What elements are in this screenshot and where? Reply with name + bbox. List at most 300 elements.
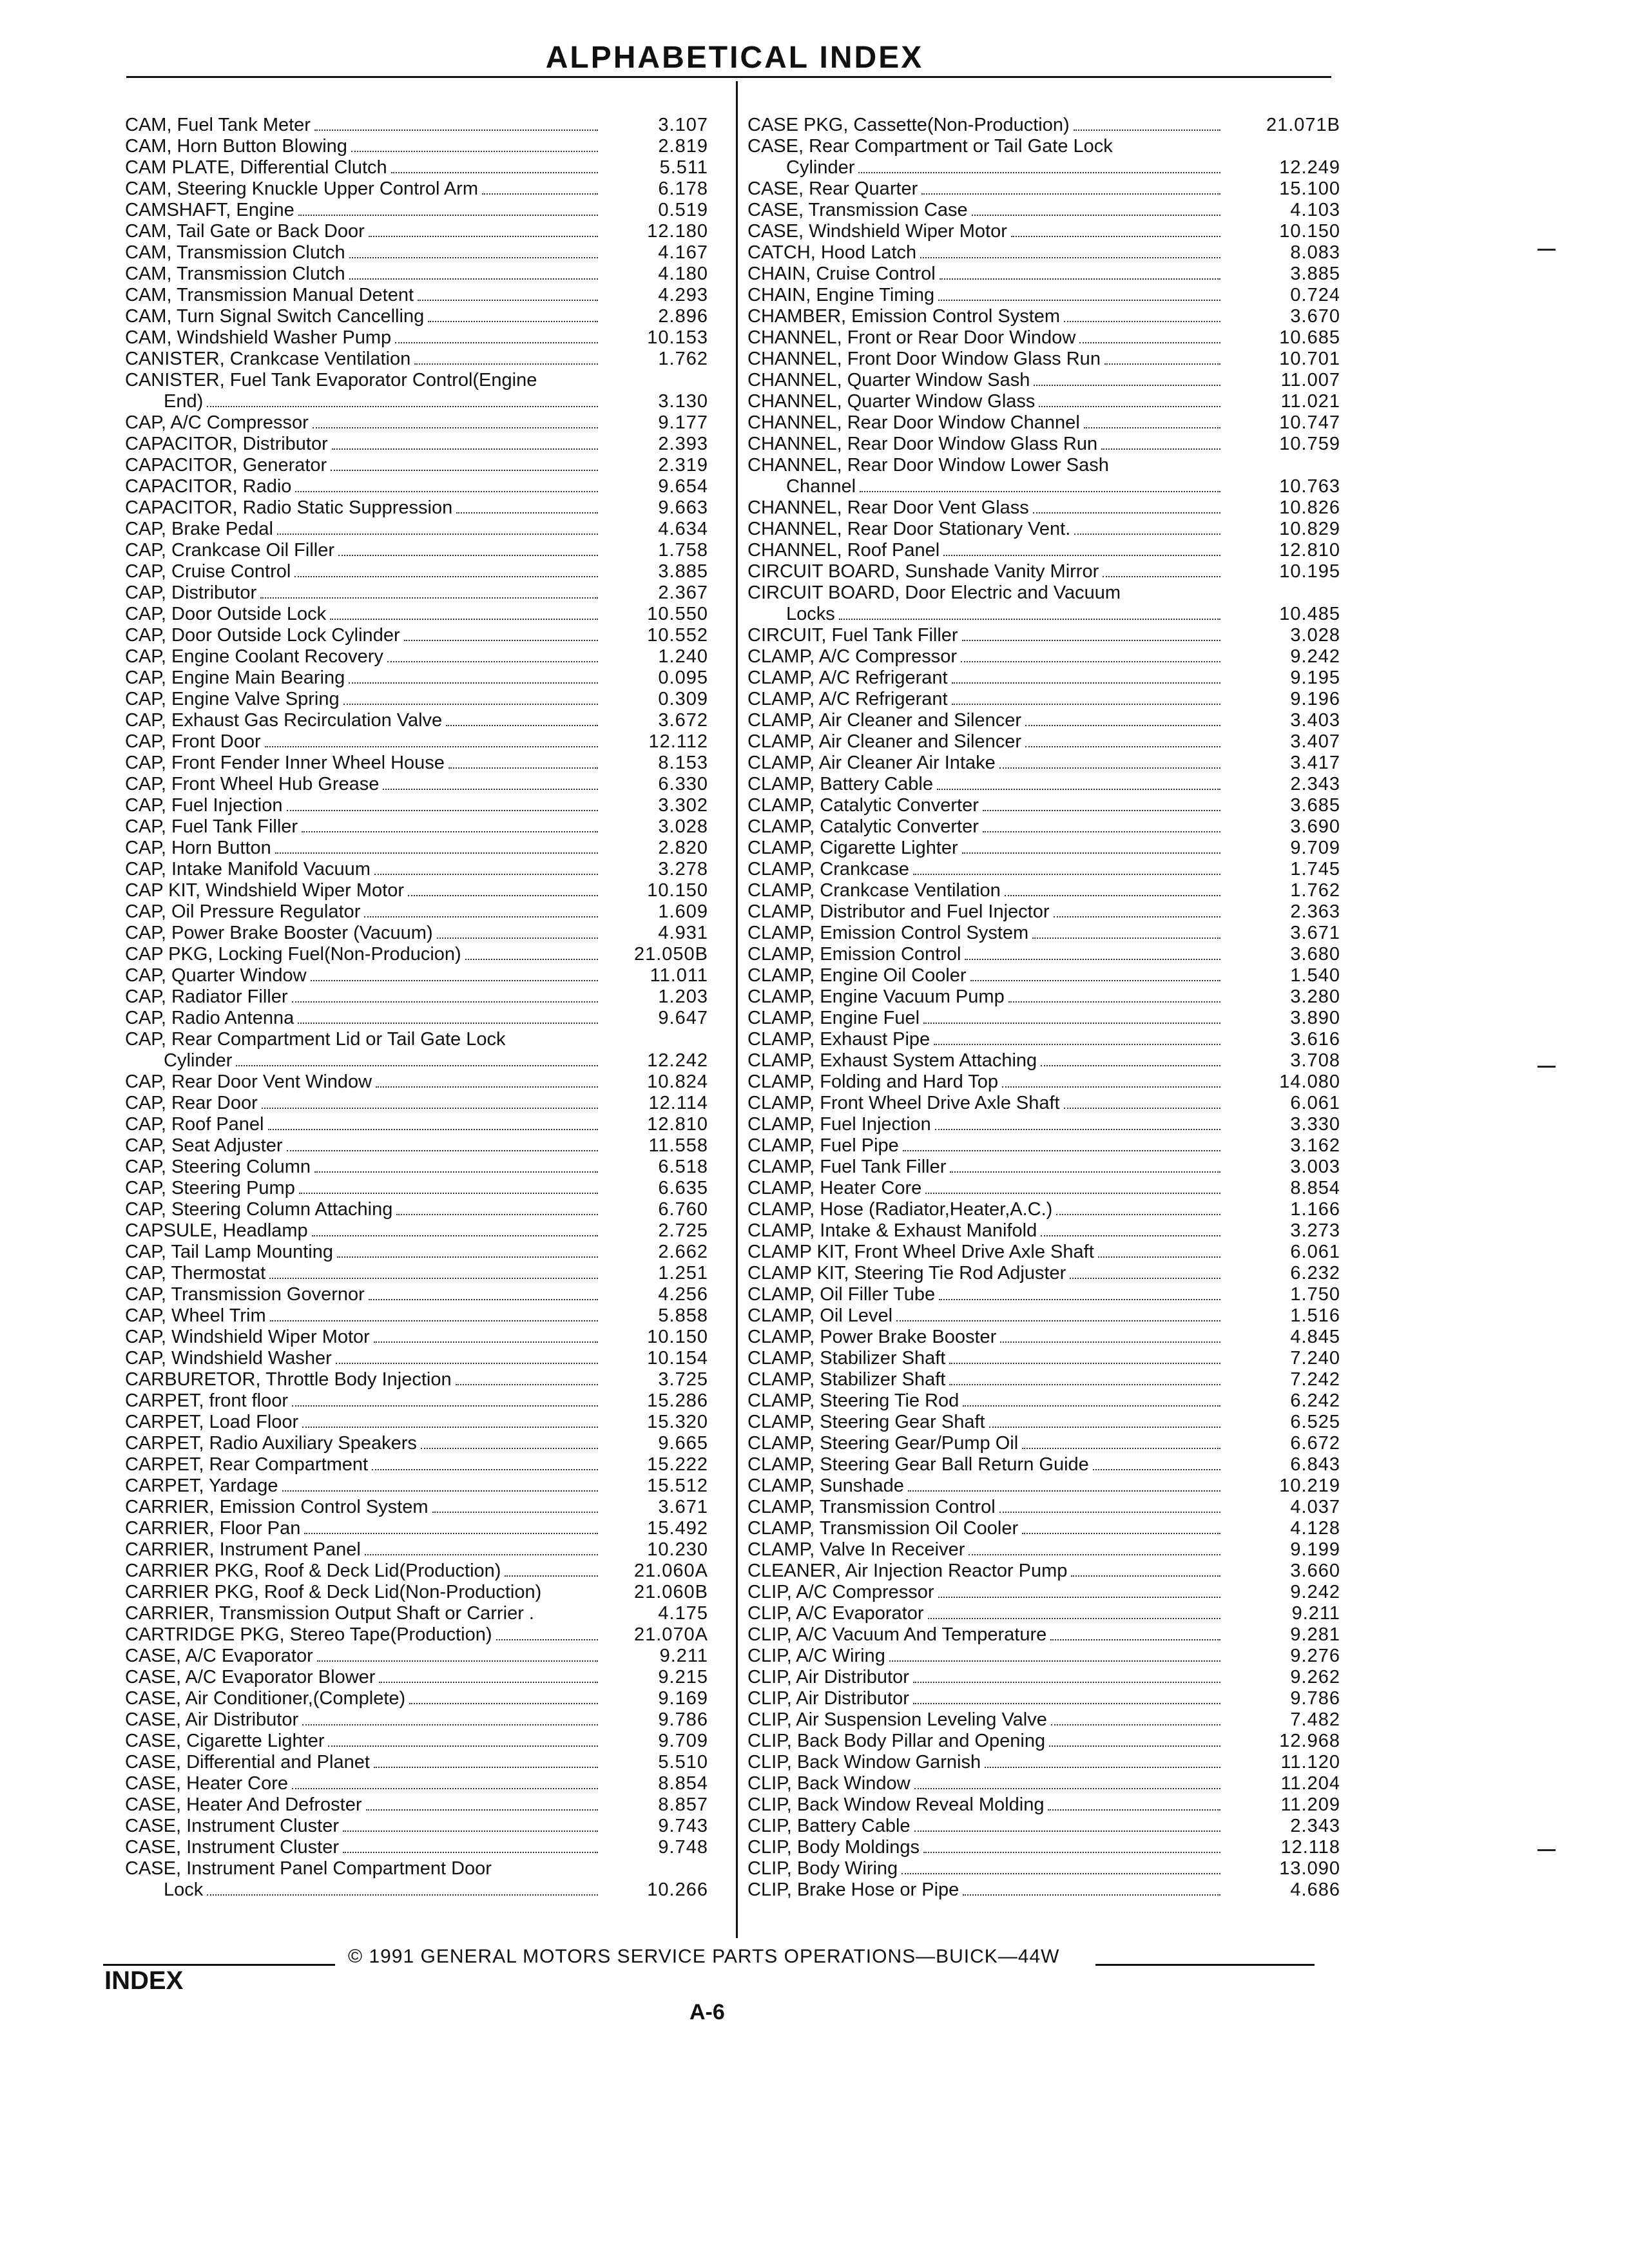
entry-label: CLEANER, Air Injection Reactor Pump — [747, 1561, 1068, 1581]
index-entry — [125, 1624, 708, 1646]
leader-dots — [317, 1646, 598, 1662]
leader-dots — [1022, 1518, 1220, 1534]
entry-label: CLAMP, Catalytic Converter — [747, 795, 979, 816]
leader-dots — [337, 1242, 598, 1258]
entry-page-ref: 3.417 — [1290, 753, 1340, 773]
entry-label: CLAMP, Battery Cable — [747, 774, 933, 794]
leader-dots — [989, 1412, 1220, 1428]
leader-dots — [1049, 1731, 1220, 1747]
leader-dots — [207, 391, 598, 407]
entry-page-ref: 2.819 — [658, 136, 708, 157]
leader-dots — [387, 646, 598, 662]
entry-label: CHANNEL, Rear Door Window Channel — [747, 412, 1080, 433]
entry-page-ref: 10.826 — [1279, 497, 1340, 518]
leader-dots — [372, 1454, 598, 1470]
index-entry — [747, 497, 1340, 519]
footer-rule-left — [103, 1964, 335, 1966]
entry-label: CLAMP, Intake & Exhaust Manifold — [747, 1220, 1037, 1241]
entry-page-ref: 4.128 — [1290, 1518, 1340, 1539]
leader-dots — [338, 540, 598, 556]
index-entry — [125, 1709, 708, 1731]
entry-page-ref: 6.843 — [1290, 1454, 1340, 1475]
index-entry — [125, 668, 708, 689]
entry-label: CAP, Windshield Washer — [125, 1348, 332, 1369]
entry-page-ref: 3.885 — [658, 561, 708, 582]
entry-page-ref: 1.762 — [1290, 880, 1340, 901]
footer-copyright: © 1991 GENERAL MOTORS SERVICE PARTS OPERATIONS—BUICK—44W — [348, 1946, 1060, 1967]
entry-page-ref: 10.763 — [1279, 476, 1340, 497]
entry-label: CAP, Wheel Trim — [125, 1305, 266, 1326]
entry-page-ref: 0.724 — [1290, 285, 1340, 305]
entry-label: CLAMP, Engine Fuel — [747, 1008, 920, 1028]
entry-label: CLAMP, Transmission Control — [747, 1497, 996, 1517]
entry-page-ref: 4.634 — [658, 519, 708, 539]
entry-page-ref: 1.166 — [1290, 1199, 1340, 1220]
leader-dots — [934, 1029, 1220, 1045]
entry-label: CARRIER PKG, Roof & Deck Lid(Production) — [125, 1561, 501, 1581]
entry-page-ref: 10.219 — [1279, 1475, 1340, 1496]
entry-page-ref: 2.662 — [658, 1242, 708, 1262]
entry-label: CASE, Heater And Defroster — [125, 1794, 362, 1815]
entry-page-ref: 10.685 — [1279, 327, 1340, 348]
entry-label: Locks — [786, 604, 835, 624]
leader-dots — [1011, 221, 1220, 237]
entry-label: CHAMBER, Emission Control System — [747, 306, 1061, 327]
leader-dots — [943, 540, 1220, 556]
entry-page-ref: 9.242 — [1290, 1582, 1340, 1602]
entry-label: Lock — [164, 1879, 204, 1900]
leader-dots — [1039, 391, 1220, 407]
index-entry — [125, 689, 708, 710]
entry-label: CIRCUIT BOARD, Sunshade Vanity Mirror — [747, 561, 1099, 582]
leader-dots — [275, 838, 598, 854]
entry-label: CLAMP, Emission Control — [747, 944, 961, 965]
entry-page-ref: 12.968 — [1279, 1731, 1340, 1751]
entry-page-ref: 15.492 — [647, 1518, 708, 1539]
index-entry — [747, 1497, 1340, 1518]
leader-dots — [236, 1050, 598, 1066]
index-entry — [747, 604, 1340, 625]
entry-page-ref: 10.824 — [647, 1072, 708, 1092]
leader-dots — [298, 1008, 598, 1024]
entry-label: CARPET, Rear Compartment — [125, 1454, 369, 1475]
index-entry — [125, 115, 708, 136]
index-entry — [747, 178, 1340, 200]
entry-label: CAP, Fuel Tank Filler — [125, 816, 298, 837]
leader-dots — [282, 1475, 599, 1492]
entry-page-ref: 3.680 — [1290, 944, 1340, 965]
entry-page-ref: 4.037 — [1290, 1497, 1340, 1517]
leader-dots — [312, 1220, 598, 1236]
leader-dots — [972, 200, 1220, 216]
index-entry — [747, 519, 1340, 540]
index-entry — [125, 221, 708, 242]
leader-dots — [839, 604, 1220, 620]
entry-label: CLAMP, Transmission Oil Cooler — [747, 1518, 1019, 1539]
entry-page-ref: 9.177 — [658, 412, 708, 433]
index-entry — [125, 1731, 708, 1752]
index-entry — [747, 200, 1340, 221]
entry-label: CLAMP, Steering Gear/Pump Oil — [747, 1433, 1019, 1454]
entry-page-ref: 9.211 — [659, 1646, 708, 1666]
entry-label: CASE, Air Conditioner,(Complete) — [125, 1688, 406, 1709]
entry-page-ref: 10.829 — [1279, 519, 1340, 539]
leader-dots — [446, 710, 598, 726]
entry-page-ref: 12.249 — [1279, 157, 1340, 178]
entry-label: CAM PLATE, Differential Clutch — [125, 157, 387, 178]
index-entry — [747, 1837, 1340, 1858]
index-entry — [747, 1731, 1340, 1752]
entry-page-ref: 6.672 — [1290, 1433, 1340, 1454]
index-entry — [747, 1390, 1340, 1412]
entry-page-ref: 21.071B — [1266, 115, 1340, 135]
entry-page-ref: 8.083 — [1290, 242, 1340, 263]
entry-label: CHANNEL, Quarter Window Sash — [747, 370, 1030, 390]
index-entry — [125, 1029, 708, 1050]
entry-label: CLIP, Battery Cable — [747, 1816, 911, 1836]
index-entry — [125, 1752, 708, 1773]
entry-page-ref: 9.743 — [658, 1816, 708, 1836]
index-entry — [125, 965, 708, 986]
leader-dots — [428, 306, 598, 322]
index-entry — [125, 1646, 708, 1667]
entry-label: CAP, Tail Lamp Mounting — [125, 1242, 333, 1262]
entry-page-ref: 11.007 — [1280, 370, 1340, 390]
entry-label: Cylinder — [164, 1050, 233, 1071]
leader-dots — [908, 1475, 1220, 1492]
index-entry — [747, 710, 1340, 731]
leader-dots — [260, 582, 598, 599]
entry-page-ref: 5.511 — [659, 157, 708, 178]
leader-dots — [949, 1369, 1220, 1385]
leader-dots — [952, 689, 1220, 705]
leader-dots — [207, 1879, 598, 1896]
entry-label: CAM, Transmission Manual Detent — [125, 285, 414, 305]
entry-page-ref: 3.671 — [658, 1497, 708, 1517]
index-entry — [125, 1582, 708, 1603]
leader-dots — [448, 753, 598, 769]
footer-section-label: INDEX — [104, 1966, 184, 1995]
entry-page-ref: 2.820 — [658, 838, 708, 858]
leader-dots — [939, 1284, 1220, 1300]
leader-dots — [1002, 1072, 1220, 1088]
entry-label: CLAMP, Engine Oil Cooler — [747, 965, 967, 986]
index-entry — [747, 1263, 1340, 1284]
leader-dots — [901, 1858, 1220, 1874]
leader-dots — [302, 1412, 598, 1428]
entry-label: CAP, Brake Pedal — [125, 519, 273, 539]
leader-dots — [395, 327, 598, 343]
entry-label: CLAMP, Sunshade — [747, 1475, 904, 1496]
entry-page-ref: 10.153 — [647, 327, 708, 348]
index-entry — [125, 1390, 708, 1412]
entry-page-ref: 11.120 — [1280, 1752, 1340, 1773]
entry-label: CLAMP, Oil Filler Tube — [747, 1284, 936, 1305]
index-entry — [747, 349, 1340, 370]
leader-dots — [1070, 1263, 1220, 1279]
entry-label: CLAMP, Heater Core — [747, 1178, 922, 1198]
entry-page-ref: 4.931 — [658, 923, 708, 943]
entry-label: CLIP, Back Window — [747, 1773, 911, 1794]
index-entry — [747, 1561, 1340, 1582]
entry-page-ref: 5.858 — [658, 1305, 708, 1326]
entry-page-ref: 15.320 — [647, 1412, 708, 1432]
footer-page-number: A-6 — [689, 2000, 725, 2024]
entry-label: End) — [164, 391, 204, 412]
margin-mark — [1537, 249, 1556, 251]
leader-dots — [963, 1390, 1220, 1407]
index-entry — [747, 944, 1340, 965]
leader-dots — [1079, 327, 1220, 343]
leader-dots — [962, 838, 1220, 854]
entry-label: CAP, Door Outside Lock Cylinder — [125, 625, 400, 646]
margin-mark — [1537, 1066, 1556, 1068]
index-entry — [125, 1114, 708, 1135]
leader-dots — [1064, 1093, 1220, 1109]
entry-label: CAP, Thermostat — [125, 1263, 266, 1283]
index-entry — [747, 923, 1340, 944]
index-entry — [747, 157, 1340, 178]
leader-dots — [1041, 1050, 1220, 1066]
entry-label: CLIP, A/C Compressor — [747, 1582, 934, 1602]
leader-dots — [961, 646, 1220, 662]
index-entry — [747, 668, 1340, 689]
index-entry — [125, 1837, 708, 1858]
index-entry — [125, 1603, 708, 1624]
entry-page-ref: 4.686 — [1290, 1879, 1340, 1900]
entry-label: CAP, Radiator Filler — [125, 986, 288, 1007]
entry-label: CLAMP, Air Cleaner and Silencer — [747, 731, 1022, 752]
leader-dots — [366, 1794, 599, 1811]
leader-dots — [860, 476, 1220, 492]
entry-page-ref: 3.280 — [1290, 986, 1340, 1007]
index-entry — [747, 1199, 1340, 1220]
leader-dots — [949, 1348, 1220, 1364]
index-entry — [125, 540, 708, 561]
entry-page-ref: 9.663 — [658, 497, 708, 518]
index-entry — [747, 1539, 1340, 1561]
index-entry — [125, 476, 708, 497]
entry-label: CAP, Quarter Window — [125, 965, 307, 986]
entry-page-ref: 1.203 — [658, 986, 708, 1007]
entry-page-ref: 9.196 — [1290, 689, 1340, 709]
entry-page-ref: 10.154 — [647, 1348, 708, 1369]
leader-dots — [913, 1667, 1220, 1683]
entry-page-ref: 21.060B — [633, 1582, 708, 1602]
entry-label: CASE, Heater Core — [125, 1773, 289, 1794]
entry-page-ref: 3.130 — [658, 391, 708, 412]
entry-label: CARBURETOR, Throttle Body Injection — [125, 1369, 452, 1390]
entry-label: CIRCUIT, Fuel Tank Filler — [747, 625, 958, 646]
entry-label: CASE PKG, Cassette(Non-Production) — [747, 115, 1070, 135]
entry-page-ref: 12.242 — [647, 1050, 708, 1071]
entry-page-ref: 12.180 — [647, 221, 708, 242]
entry-label: CASE, Rear Quarter — [747, 178, 918, 199]
entry-page-ref: 5.510 — [658, 1752, 708, 1773]
entry-label: CLAMP, Engine Vacuum Pump — [747, 986, 1005, 1007]
entry-page-ref: 2.319 — [658, 455, 708, 476]
entry-label: CLAMP, Exhaust Pipe — [747, 1029, 930, 1050]
index-entry — [747, 561, 1340, 582]
leader-dots — [351, 136, 598, 152]
leader-dots — [896, 1305, 1220, 1321]
entry-label: CLIP, Air Suspension Leveling Valve — [747, 1709, 1047, 1730]
leader-dots — [1074, 519, 1220, 535]
entry-page-ref: 10.701 — [1279, 349, 1340, 369]
leader-dots — [935, 1114, 1220, 1130]
leader-dots — [365, 1539, 598, 1555]
entry-page-ref: 2.896 — [658, 306, 708, 327]
entry-page-ref: 0.519 — [658, 200, 708, 220]
entry-page-ref: 1.251 — [658, 1263, 708, 1283]
leader-dots — [421, 1433, 598, 1449]
leader-dots — [374, 1327, 598, 1343]
leader-dots — [1022, 1433, 1220, 1449]
leader-dots — [299, 1178, 598, 1194]
leader-dots — [923, 1008, 1220, 1024]
leader-dots — [379, 1667, 598, 1683]
entry-page-ref: 10.485 — [1279, 604, 1340, 624]
leader-dots — [1064, 306, 1220, 322]
page-title: ALPHABETICAL INDEX — [545, 41, 924, 75]
entry-page-ref: 4.256 — [658, 1284, 708, 1305]
entry-page-ref: 12.810 — [647, 1114, 708, 1135]
leader-dots — [369, 1284, 598, 1300]
leader-dots — [1054, 901, 1220, 918]
entry-page-ref: 9.169 — [658, 1688, 708, 1709]
leader-dots — [985, 1752, 1220, 1768]
entry-page-ref: 10.150 — [647, 1327, 708, 1347]
index-entry — [747, 582, 1340, 604]
entry-label: CLAMP, Catalytic Converter — [747, 816, 979, 837]
leader-dots — [914, 1816, 1220, 1832]
index-entry — [747, 1752, 1340, 1773]
entry-label: CARTRIDGE PKG, Stereo Tape(Production) — [125, 1624, 492, 1645]
entry-page-ref: 21.060A — [633, 1561, 708, 1581]
entry-label: CLIP, Back Window Reveal Molding — [747, 1794, 1045, 1815]
index-entry — [747, 1178, 1340, 1199]
index-entry — [747, 1135, 1340, 1157]
leader-dots — [343, 1816, 598, 1832]
leader-dots — [1025, 731, 1220, 747]
leader-dots — [456, 497, 598, 514]
leader-dots — [269, 1263, 598, 1279]
entry-label: CLAMP, Emission Control System — [747, 923, 1029, 943]
index-entry — [125, 625, 708, 646]
entry-label: CASE, Air Distributor — [125, 1709, 299, 1730]
entry-label: CARRIER, Emission Control System — [125, 1497, 429, 1517]
entry-label: CAM, Steering Knuckle Upper Control Arm — [125, 178, 478, 199]
entry-page-ref: 4.175 — [658, 1603, 708, 1624]
leader-dots — [1071, 1561, 1220, 1577]
index-entry — [125, 731, 708, 753]
entry-label: CAP, Steering Column Attaching — [125, 1199, 393, 1220]
entry-label: CAP, Distributor — [125, 582, 257, 603]
index-entry — [747, 1709, 1340, 1731]
entry-label: CLAMP, Steering Gear Shaft — [747, 1412, 985, 1432]
entry-label: CAM, Fuel Tank Meter — [125, 115, 311, 135]
entry-page-ref: 2.393 — [658, 434, 708, 454]
entry-label: CANISTER, Fuel Tank Evaporator Control(Engine — [125, 370, 537, 390]
leader-dots — [418, 285, 598, 301]
leader-dots — [983, 816, 1220, 832]
entry-label: CLIP, Body Moldings — [747, 1837, 920, 1858]
entry-page-ref: 1.540 — [1290, 965, 1340, 986]
entry-label: CAP, Fuel Injection — [125, 795, 283, 816]
entry-label: CHANNEL, Rear Door Stationary Vent. — [747, 519, 1071, 539]
entry-label: CHANNEL, Front or Rear Door Window — [747, 327, 1076, 348]
index-entry — [125, 1263, 708, 1284]
entry-page-ref: 4.180 — [658, 264, 708, 284]
leader-dots — [1008, 986, 1220, 1003]
index-entry — [747, 115, 1340, 136]
entry-page-ref: 3.003 — [1290, 1157, 1340, 1177]
entry-label: CLAMP, A/C Refrigerant — [747, 668, 948, 688]
leader-dots — [408, 880, 598, 896]
leader-dots — [913, 1688, 1220, 1704]
leader-dots — [314, 1157, 598, 1173]
index-entry — [125, 986, 708, 1008]
index-entry — [747, 1688, 1340, 1709]
entry-label: CHAIN, Cruise Control — [747, 264, 936, 284]
entry-label: CLAMP, Crankcase Ventilation — [747, 880, 1001, 901]
entry-page-ref: 6.061 — [1290, 1242, 1340, 1262]
entry-label: CAP, Steering Column — [125, 1157, 311, 1177]
index-entry — [125, 412, 708, 434]
index-entry — [747, 285, 1340, 306]
leader-dots — [437, 923, 598, 939]
index-entry — [747, 1475, 1340, 1497]
index-entry — [747, 1667, 1340, 1688]
entry-label: CHANNEL, Quarter Window Glass — [747, 391, 1036, 412]
entry-page-ref: 3.273 — [1290, 1220, 1340, 1241]
title-rule — [126, 76, 1331, 78]
entry-label: Cylinder — [786, 157, 855, 178]
index-entry — [125, 561, 708, 582]
leader-dots — [349, 242, 598, 258]
entry-label: CAP, Steering Pump — [125, 1178, 295, 1198]
entry-page-ref: 2.363 — [1290, 901, 1340, 922]
entry-label: CASE, Instrument Cluster — [125, 1816, 339, 1836]
leader-dots — [1101, 434, 1220, 450]
entry-page-ref: 8.854 — [658, 1773, 708, 1794]
index-entry — [747, 880, 1340, 901]
index-entry — [125, 434, 708, 455]
leader-dots — [349, 264, 598, 280]
entry-page-ref: 21.070A — [633, 1624, 708, 1645]
entry-label: CASE, Cigarette Lighter — [125, 1731, 325, 1751]
entry-page-ref: 15.100 — [1279, 178, 1340, 199]
index-entry — [125, 838, 708, 859]
entry-page-ref: 1.750 — [1290, 1284, 1340, 1305]
entry-label: CARPET, front floor — [125, 1390, 289, 1411]
leader-dots — [963, 1879, 1220, 1896]
leader-dots — [302, 1709, 598, 1725]
leader-dots — [404, 625, 598, 641]
index-entry — [125, 264, 708, 285]
index-entry — [747, 625, 1340, 646]
index-entry — [125, 795, 708, 816]
leader-dots — [376, 1072, 598, 1088]
entry-page-ref: 3.407 — [1290, 731, 1340, 752]
entry-label: CASE, Differential and Planet — [125, 1752, 370, 1773]
index-entry — [747, 1518, 1340, 1539]
entry-label: CLAMP, Oil Level — [747, 1305, 893, 1326]
leader-dots — [1051, 1709, 1220, 1725]
entry-page-ref: 1.609 — [658, 901, 708, 922]
leader-dots — [1074, 115, 1220, 131]
entry-page-ref: 3.690 — [1290, 816, 1340, 837]
